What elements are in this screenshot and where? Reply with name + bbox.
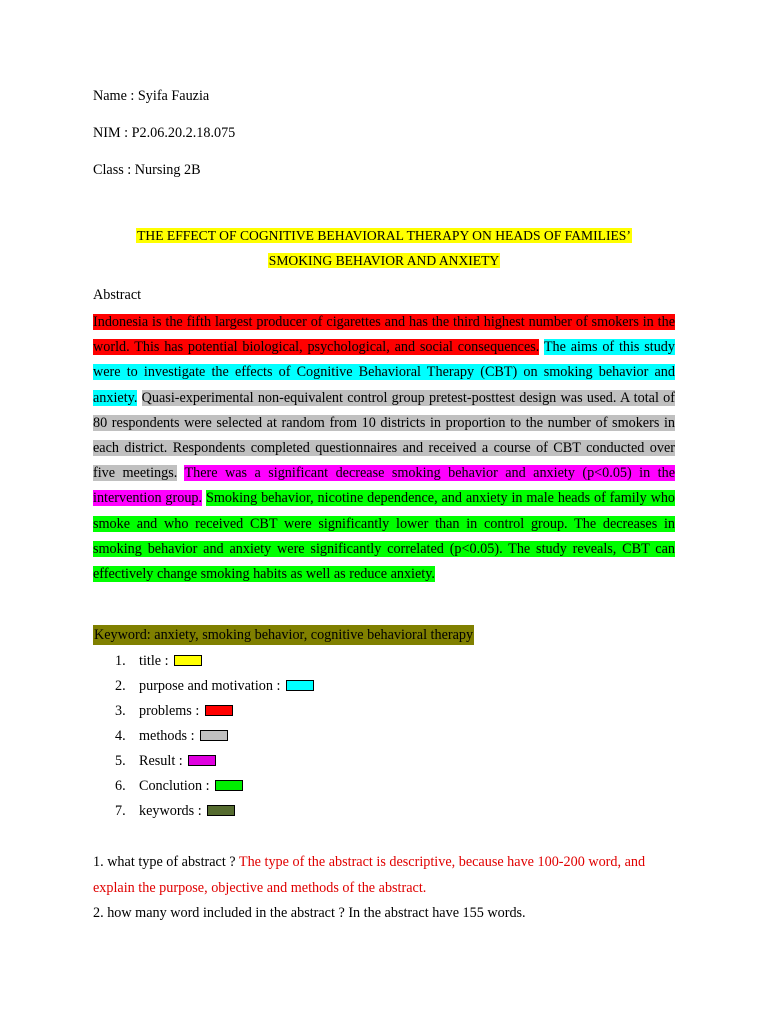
legend-swatch — [205, 705, 233, 716]
abstract-purpose: The aims of this study were to investigate the effects of Cognitive Behavioral Therapy (CBT) on smoking behavior and anxiety. — [93, 339, 675, 406]
title-line-2: SMOKING BEHAVIOR AND ANXIETY — [268, 253, 500, 268]
legend-label: title : — [139, 653, 169, 669]
legend-swatch — [200, 730, 228, 741]
question-2 — [93, 901, 683, 927]
student-nim: NIM : P2.06.20.2.18.075 — [93, 125, 236, 141]
legend-item: 5. Result : — [115, 749, 314, 774]
abstract-heading: Abstract — [93, 287, 142, 303]
title-line-1: THE EFFECT OF COGNITIVE BEHAVIORAL THERAPY ON HEADS OF FAMILIES’ — [137, 228, 631, 243]
student-name: Name : Syifa Fauzia — [93, 88, 210, 104]
paper-title — [93, 223, 675, 273]
legend-swatch — [207, 805, 235, 816]
student-class: Class : Nursing 2B — [93, 162, 201, 178]
legend-item: 7. keywords : — [115, 799, 314, 824]
legend-item: 6. Conclution : — [115, 774, 314, 799]
legend-label: purpose and motivation : — [139, 678, 281, 694]
legend-label: Conclution : — [139, 778, 210, 794]
legend-item: 3. problems : — [115, 699, 314, 724]
abstract-keywords: Keyword: anxiety, smoking behavior, cognitive behavioral therapy — [94, 627, 474, 643]
legend-label: problems : — [139, 703, 200, 719]
legend-swatch — [215, 780, 243, 791]
question-text: 2. how many word included in the abstract ? — [93, 905, 345, 921]
legend-label: Result : — [139, 753, 183, 769]
legend-swatch — [188, 755, 216, 766]
color-legend — [115, 649, 314, 824]
answer-text: The type of the abstract is descriptive, because have 100-200 word, and explain the purpose, objective and methods of the abstract. — [93, 854, 646, 896]
legend-item: 4. methods : — [115, 724, 314, 749]
legend-item: 2. purpose and motivation : — [115, 674, 314, 699]
abstract-result: There was a significant decrease smoking behavior and anxiety (p<0.05) in the intervention group. — [93, 465, 675, 507]
question-text: 1. what type of abstract ? — [93, 854, 236, 870]
questions-section — [93, 850, 683, 927]
legend-swatch — [286, 680, 314, 691]
legend-item: 1. title : — [115, 649, 314, 674]
legend-label: keywords : — [139, 803, 202, 819]
question-1 — [93, 850, 683, 901]
legend-swatch — [174, 655, 202, 666]
abstract-body — [93, 310, 675, 587]
legend-label: methods : — [139, 728, 195, 744]
answer-text: In the abstract have 155 words. — [348, 905, 526, 921]
abstract-problems: Indonesia is the fifth largest producer of cigarettes and has the third highest number of smokers in the world. This has potential biological, psychological, and social consequences. — [93, 314, 675, 356]
abstract-methods: Quasi-experimental non-equivalent control group pretest-posttest design was used. A total of 80 respondents were selected at random from 10 districts in proportion to the number of smokers in each district. Respondents completed questionnaires and received a course of CBT conducted over five meetings. — [93, 389, 675, 482]
abstract-conclusion: Smoking behavior, nicotine dependence, and anxiety in male heads of family who smoke and who received CBT were significantly lower than in control group. The decreases in smoking behavior and anxiety were significantly correlated (p<0.05). The study reveals, CBT can effectively change smoking habits as well as reduce anxiety. — [93, 490, 676, 583]
